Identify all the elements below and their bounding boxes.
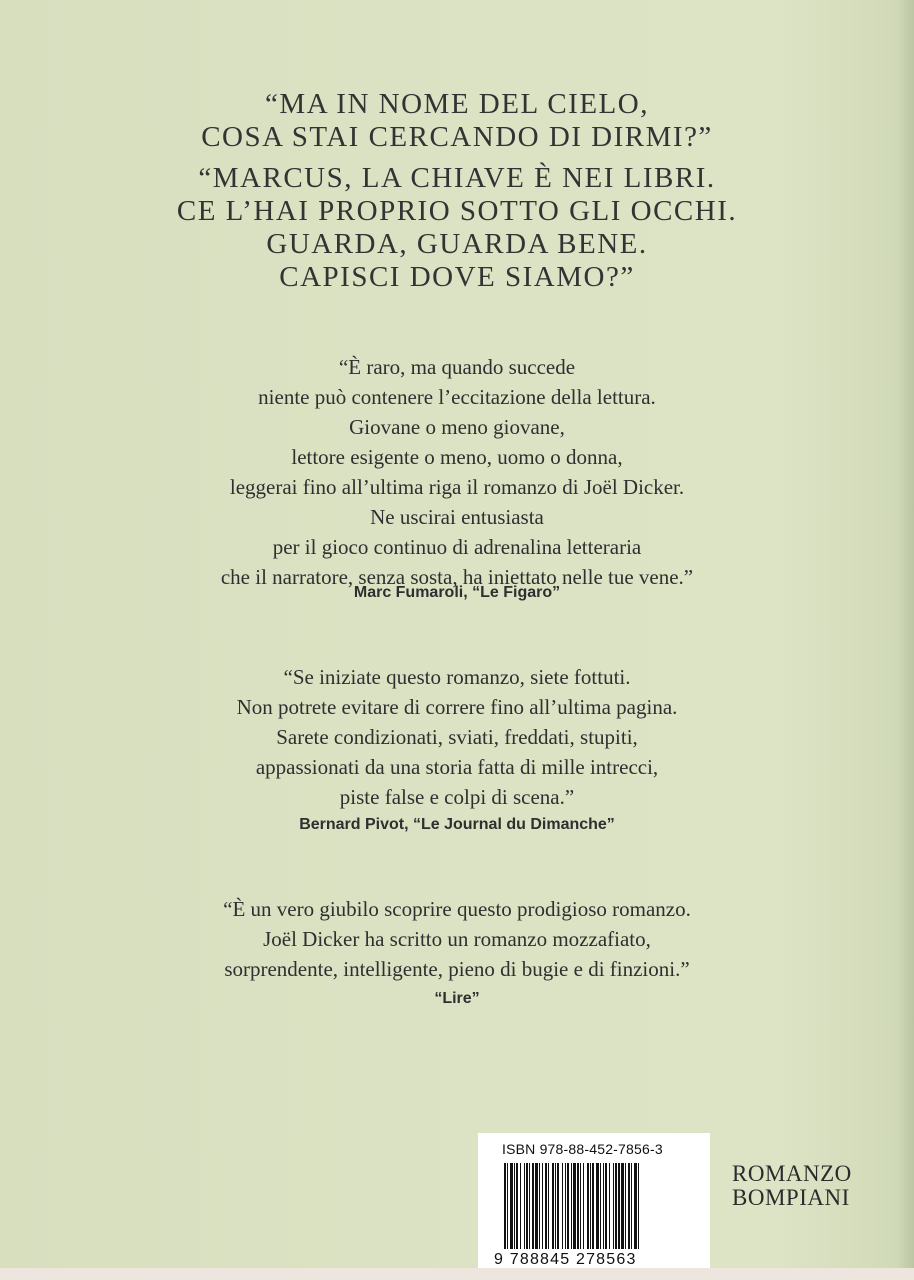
quote-line: Non potrete evitare di correre fino all’ultima pagina.	[236, 695, 678, 719]
imprint-publisher: BOMPIANI	[732, 1185, 850, 1210]
headline-line: CAPISCI DOVE SIAMO?”	[279, 261, 635, 293]
quote-line: sorprendente, intelligente, pieno di bugie e di finzioni.”	[224, 957, 690, 981]
quote-line: Ne uscirai entusiasta	[370, 505, 544, 529]
review-attribution-1: Marc Fumaroli, “Le Figaro”	[353, 584, 561, 601]
page-edge	[0, 1268, 914, 1280]
quote-line: “È un vero giubilo scoprire questo prodigioso romanzo.	[223, 897, 691, 921]
barcode-icon	[504, 1163, 690, 1249]
headline-excerpt	[0, 88, 914, 302]
quote-line: “Se iniziate questo romanzo, siete fottuti.	[283, 665, 631, 689]
headline-line: GUARDA, GUARDA BENE.	[266, 228, 648, 260]
quote-line: Sarete condizionati, sviati, freddati, stupiti,	[276, 725, 638, 749]
headline-block-2	[0, 162, 914, 294]
review-quote-3	[0, 894, 914, 984]
headline-line: COSA STAI CERCANDO DI DIRMI?”	[201, 121, 713, 153]
review-attribution-2: Bernard Pivot, “Le Journal du Dimanche”	[299, 816, 615, 833]
imprint-series: ROMANZO	[732, 1161, 852, 1186]
quote-line: Giovane o meno giovane,	[349, 415, 565, 439]
barcode-label	[478, 1133, 710, 1273]
quote-line: per il gioco continuo di adrenalina letteraria	[272, 535, 642, 559]
quote-line: che il narratore, senza sosta, ha iniettato nelle tue vene.”	[220, 565, 694, 589]
review-quote-2	[0, 662, 914, 812]
quote-line: piste false e colpi di scena.”	[339, 785, 575, 809]
headline-block-1	[0, 88, 914, 154]
review-quote-1	[0, 352, 914, 592]
headline-line: “MARCUS, LA CHIAVE È NEI LIBRI.	[198, 162, 716, 194]
headline-line: CE L’HAI PROPRIO SOTTO GLI OCCHI.	[176, 195, 738, 227]
quote-line: appassionati da una storia fatta di mille intrecci,	[255, 755, 659, 779]
barcode-digits: 9 788845 278563	[494, 1251, 637, 1268]
publisher-imprint	[732, 1162, 882, 1210]
quote-line: niente può contenere l’eccitazione della lettura.	[258, 385, 656, 409]
quote-line: lettore esigente o meno, uomo o donna,	[291, 445, 623, 469]
isbn-number: ISBN 978-88-452-7856-3	[502, 1141, 663, 1157]
quote-line: “È raro, ma quando succede	[338, 355, 576, 379]
quote-line: leggerai fino all’ultima riga il romanzo di Joël Dicker.	[229, 475, 685, 499]
quote-line: Joël Dicker ha scritto un romanzo mozzafiato,	[263, 927, 651, 951]
headline-line: “MA IN NOME DEL CIELO,	[265, 88, 649, 120]
review-attribution-3: “Lire”	[434, 990, 480, 1007]
